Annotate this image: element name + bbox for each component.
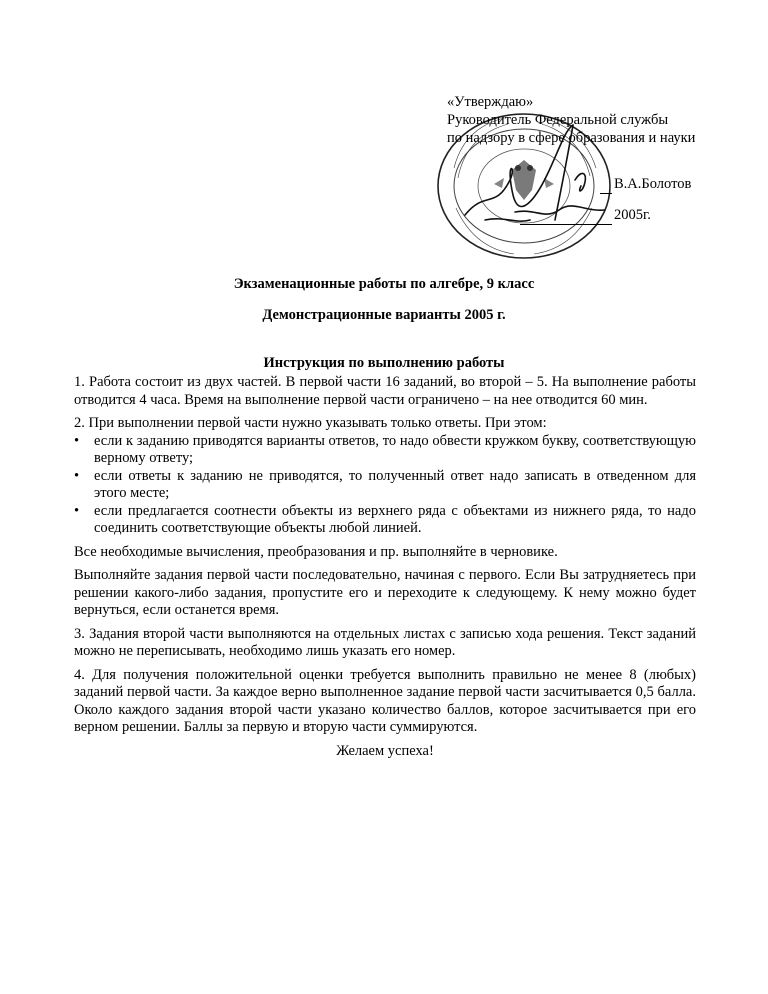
signer-name: В.А.Болотов <box>614 176 692 192</box>
approval-line-2: Руководитель Федеральной службы <box>447 112 669 128</box>
approval-line-1: «Утверждаю» <box>447 94 534 110</box>
signature-underline <box>600 193 612 194</box>
list-item <box>74 468 696 503</box>
document-title: Экзаменационные работы по алгебре, 9 класс <box>233 276 535 292</box>
paragraph-2: 2. При выполнении первой части нужно указывать только ответы. При этом: <box>74 415 547 431</box>
paragraph-4: Выполняйте задания первой части последовательно, начиная с первого. Если Вы затрудняетесь при решении какого-либо задания, пропустите его и переходите к следующему. К нему можно будет вернуться, если останется время. <box>74 567 696 618</box>
list-item-text: если к заданию приводятся варианты ответов, то надо обвести кружком букву, соответствующую верному ответу; <box>94 432 696 466</box>
paragraph-5: 3. Задания второй части выполняются на отдельных листах с записью хода решения. Текст заданий можно не переписывать, необходимо лишь указать его номер. <box>74 625 696 659</box>
paragraph-3: Все необходимые вычисления, преобразования и пр. выполняйте в черновике. <box>74 543 558 560</box>
instructions-body <box>74 374 696 760</box>
bullet-icon: • <box>74 432 80 449</box>
bullet-icon: • <box>74 467 80 484</box>
paragraph-1: 1. Работа состоит из двух частей. В первой части 16 заданий, во второй – 5. На выполнение работы отводится 4 часа. Время на выполнение первой части ограничено – на нее отводится 60 мин. <box>74 374 696 408</box>
bullet-icon: • <box>74 502 80 519</box>
instructions-heading: Инструкция по выполнению работы <box>263 355 505 371</box>
bullet-list <box>74 433 696 538</box>
paragraph-6: 4. Для получения положительной оценки требуется выполнить правильно не менее 8 (любых) заданий первой части. За каждое верно выполненное задание первой части засчитывается 0,5 балла. Около каждого задания второй части указано количество баллов, которое засчитывается при его верном решении. Баллы за первую и вторую части суммируются. <box>74 666 696 735</box>
closing-wish: Желаем успеха! <box>336 742 434 759</box>
list-item <box>74 503 696 538</box>
document-subtitle: Демонстрационные варианты 2005 г. <box>262 307 506 323</box>
date-underline <box>520 224 612 225</box>
approval-date: 2005г. <box>614 207 651 223</box>
list-item-text: если ответы к заданию не приводятся, то полученный ответ надо записать в отведенном для этого месте; <box>94 467 696 501</box>
list-item-text: если предлагается соотнести объекты из верхнего ряда с объектами из нижнего ряда, то надо соединить соответствующие объекты любой линией. <box>94 502 696 536</box>
approval-block <box>447 93 747 147</box>
list-item <box>74 433 696 468</box>
approval-line-3: по надзору в сфере образования и науки <box>447 130 696 146</box>
